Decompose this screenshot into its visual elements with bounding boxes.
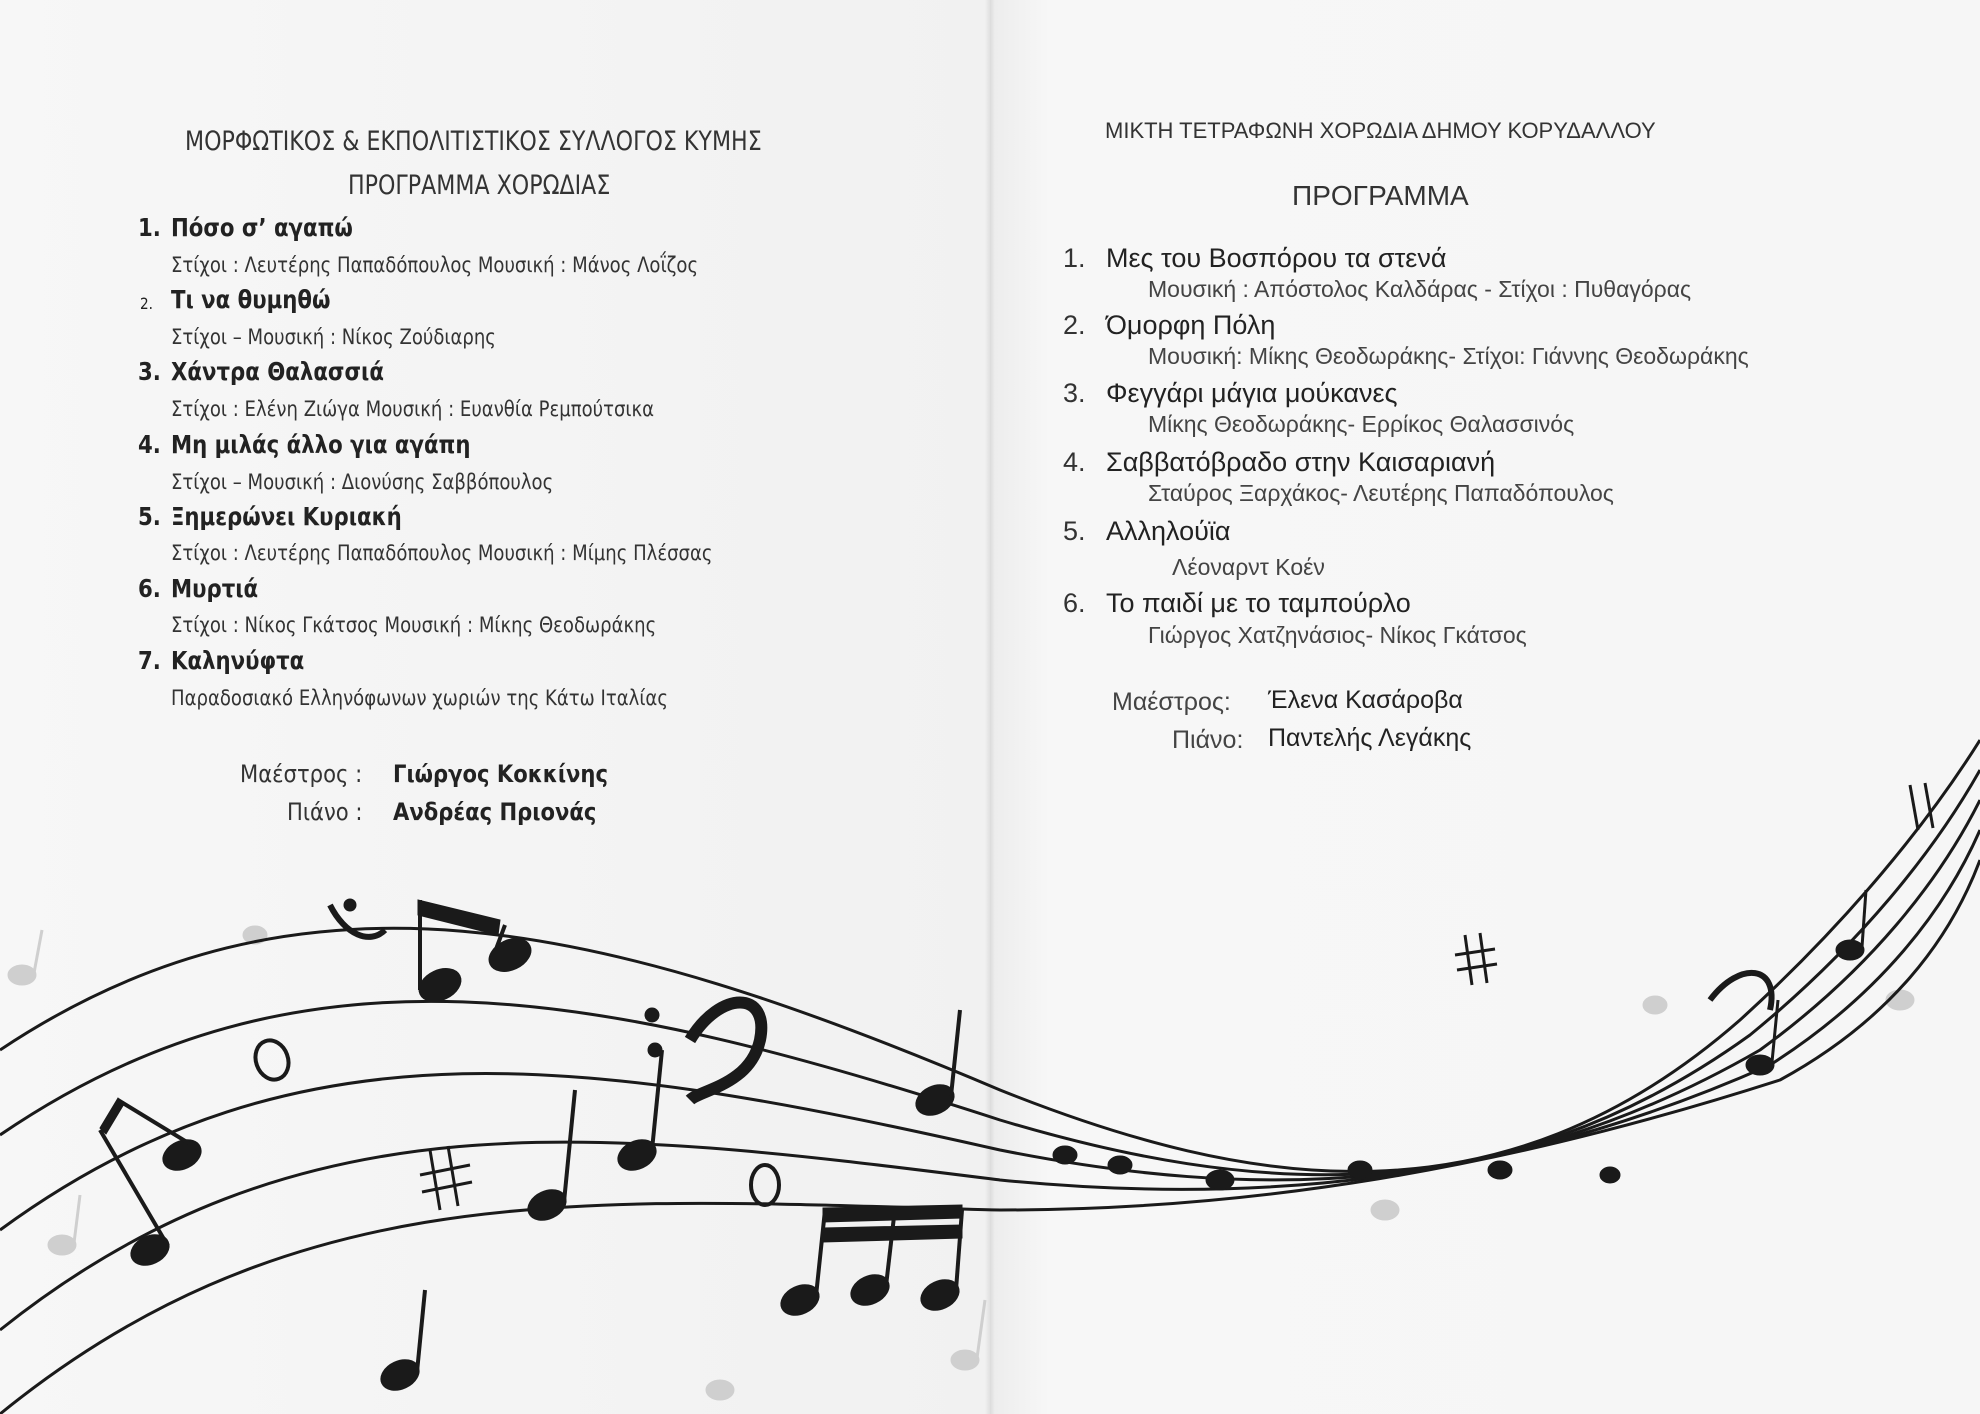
- note-beam: [823, 1205, 962, 1222]
- right-song-credits: Γιώργος Χατζηνάσιος- Νίκος Γκάτσος: [1148, 622, 1527, 648]
- left-piano-label: Πιάνο :: [287, 798, 363, 826]
- sharp-icon: [420, 1146, 472, 1210]
- note-head: [1108, 1156, 1132, 1174]
- note-stem: [564, 1090, 575, 1202]
- staff-lines: [0, 740, 1980, 1414]
- bass-clef-icon: [690, 1003, 761, 1101]
- ghost-note-head: [48, 1235, 76, 1255]
- whole-note: [751, 1165, 779, 1205]
- right-song-number: 6.: [1063, 588, 1086, 618]
- right-song-number: 3.: [1063, 378, 1086, 408]
- note-stem: [816, 1210, 825, 1296]
- note-head: [1746, 1055, 1774, 1075]
- note-head: [1488, 1161, 1512, 1179]
- note-head: [1836, 940, 1864, 960]
- left-song-title: Ξημερώνει Κυριακή: [171, 502, 402, 531]
- left-song-credits: Στίχοι : Λευτέρης Παπαδόπουλος Μουσική : Μίμης Πλέσσας: [171, 541, 713, 565]
- note-head: [1053, 1146, 1077, 1164]
- ghost-note-head: [706, 1380, 734, 1400]
- right-song-title: Σαββατόβραδο στην Καισαριανή: [1106, 447, 1496, 477]
- note-beam: [823, 1225, 962, 1242]
- note-head: [1600, 1167, 1620, 1183]
- left-song-number: 6.: [138, 574, 161, 603]
- left-song-title: Καληνύφτα: [171, 646, 305, 675]
- note-stem: [956, 1210, 962, 1290]
- right-song-title: Αλληλούϊα: [1106, 516, 1231, 546]
- left-song-credits: Στίχοι – Μουσική : Νίκος Ζούδιαρης: [171, 325, 496, 349]
- left-song-number: 5.: [138, 502, 161, 531]
- left-song-number: 7.: [138, 646, 161, 675]
- left-song-credits: Στίχοι : Νίκος Γκάτσος Μουσική : Μίκης Θεοδωράκης: [171, 613, 657, 637]
- note-head: [1348, 1161, 1372, 1179]
- right-song-number: 4.: [1063, 447, 1086, 477]
- right-song-title: Όμορφη Πόλη: [1106, 310, 1276, 340]
- right-song-number: 5.: [1063, 516, 1086, 546]
- treble-ornament: [330, 905, 385, 937]
- ghost-note-head: [1643, 996, 1667, 1014]
- ghost-note-stem: [34, 930, 42, 973]
- left-song-credits: Παραδοσιακό Ελληνόφωνων χωριών της Κάτω Ιταλίας: [171, 686, 668, 710]
- note-head: [1206, 1170, 1234, 1190]
- ghost-note-stem: [74, 1195, 80, 1243]
- left-song-credits: Στίχοι – Μουσική : Διονύσης Σαββόπουλος: [171, 470, 554, 494]
- right-song-credits: Μουσική : Απόστολος Καλδάρας - Στίχοι : Πυθαγόρας: [1148, 276, 1692, 302]
- right-song-title: Το παιδί με το ταμπούρλο: [1106, 588, 1411, 618]
- ghost-note-head: [8, 965, 36, 985]
- left-song-title: Μυρτιά: [171, 574, 259, 603]
- note-beam: [100, 1098, 124, 1134]
- left-song-credits: Στίχοι : Ελένη Ζιώγα Μουσική : Ευανθία Ρεμπούτσικα: [171, 397, 655, 421]
- left-piano-name: Ανδρέας Πριονάς: [393, 798, 597, 826]
- right-maestro-name: Έλενα Κασάροβα: [1268, 686, 1463, 714]
- left-song-number: 2.: [140, 294, 153, 313]
- left-header-program: ΠΡΟΓΡΑΜΜΑ ΧΟΡΩΔΙΑΣ: [348, 170, 611, 201]
- right-song-title: Φεγγάρι μάγια μούκανες: [1106, 378, 1398, 408]
- left-song-number: 3.: [138, 357, 161, 386]
- note-head: [126, 1229, 174, 1271]
- right-header-choir: ΜΙΚΤΗ ΤΕΤΡΑΦΩΝΗ ΧΟΡΩΔΙΑ ΔΗΜΟΥ ΚΟΡΥΔΑΛΛΟΥ: [1105, 118, 1656, 143]
- left-song-title: Πόσο σ’ αγαπώ: [171, 213, 353, 242]
- right-song-number: 1.: [1063, 243, 1086, 273]
- left-song-title: Τι να θυμηθώ: [171, 285, 331, 314]
- staff-line: [0, 800, 1980, 1230]
- note-stem: [100, 1130, 168, 1246]
- music-notes: [100, 783, 1933, 1396]
- whole-note: [250, 1036, 294, 1085]
- right-program-title: ΠΡΟΓΡΑΜΜΑ: [1292, 180, 1469, 211]
- treble-ornament: [1710, 973, 1772, 1010]
- staff-line: [0, 740, 1980, 1172]
- ghost-note-stem: [977, 1300, 985, 1358]
- ghost-note-head: [951, 1350, 979, 1370]
- right-piano-label: Πιάνο:: [1172, 726, 1244, 754]
- bass-clef-dot: [645, 1008, 659, 1022]
- left-song-credits: Στίχοι : Λευτέρης Παπαδόπουλος Μουσική : Μάνος Λοΐζος: [171, 253, 699, 277]
- right-song-credits: Σταύρος Ξαρχάκος- Λευτέρης Παπαδόπουλος: [1148, 480, 1614, 506]
- note-stem: [1862, 890, 1866, 947]
- staff-line: [0, 770, 1980, 1175]
- left-song-title: Μη μιλάς άλλο για αγάπη: [171, 430, 471, 459]
- sharp-icon: [1455, 933, 1497, 985]
- right-song-number: 2.: [1063, 310, 1086, 340]
- left-song-number: 4.: [138, 430, 161, 459]
- left-song-title: Χάντρα Θαλασσιά: [171, 357, 384, 386]
- right-song-credits: Μίκης Θεοδωράκης- Ερρίκος Θαλασσινός: [1148, 411, 1575, 437]
- left-maestro-name: Γιώργος Κοκκίνης: [393, 760, 608, 788]
- note-dot: [344, 899, 356, 911]
- left-header-association: ΜΟΡΦΩΤΙΚΟΣ & ΕΚΠΟΛΙΤΙΣΤΙΚΟΣ ΣΥΛΛΟΓΟΣ ΚΥΜΗΣ: [185, 126, 762, 157]
- note-stem: [652, 1050, 662, 1150]
- right-song-credits: Μουσική: Μίκης Θεοδωράκης- Στίχοι: Γιάννης Θεοδωράκης: [1148, 343, 1749, 369]
- right-song-credits: Λέοναρντ Κοέν: [1172, 554, 1325, 580]
- right-maestro-label: Μαέστρος:: [1112, 688, 1231, 716]
- left-maestro-label: Μαέστρος :: [240, 760, 363, 788]
- ghost-note-head: [1371, 1200, 1399, 1220]
- note-stem: [951, 1010, 960, 1096]
- ghost-notes: [8, 926, 1914, 1400]
- left-song-number: 1.: [138, 213, 161, 242]
- right-piano-name: Παντελής Λεγάκης: [1268, 724, 1472, 752]
- staff-line: [0, 860, 1980, 1414]
- note-stem: [417, 1290, 425, 1372]
- right-song-title: Μες του Βοσπόρου τα στενά: [1106, 243, 1447, 273]
